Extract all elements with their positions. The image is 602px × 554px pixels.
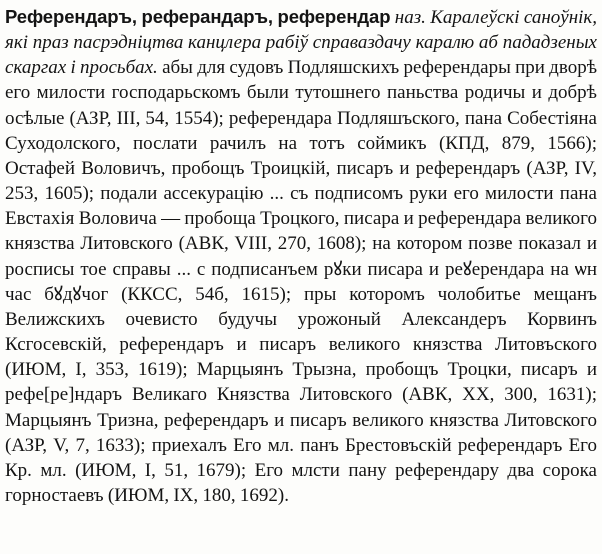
entry-citations: абы для судовъ Подляшскихъ референдары при дворѣ его милости господарьскомъ были тутошнего паньства родичы и добрѣ осѣлые (АЗР, III, 54, 1554); референдара Подляшъского, пана Собестіяна Суходолского, послати рачилъ на тотъ соймикъ (КПД, 879, 1566); Остафей Воловичъ, пробощъ Троицкій, писаръ и референдаръ (АЗР, IV, 253, 1605); подали ассекурацію ... съ подписомъ руки его милости пана Евстахія Воловича — пробоща Троцкого, писара и референдара великого князства Литовского (АВК, VIII, 270, 1608); на котором позве показал и росписы тое справы ... с подписанъем рꙋки писара и реꙋерендара на ѡн час бꙋдꙋчог (ККСС, 54б, 1615); пры которомъ чолобитье мещанъ Велижскихъ очевисто будучы урожоный Александеръ Корвинъ Ксгосевскій, референдаръ и писаръ великого князства Литовъского (ИЮМ, I, 353, 1619); Марцыянъ Трызна, пробощъ Троцки, писаръ и рефе[ре]ндаръ Великаго Князства Литовского (АВК, XX, 300, 1631); Марцыянъ Тризна, референдаръ и писаръ великого князства Литовского (АЗР, V, 7, 1633); приехалъ Его мл. панъ Брестовъскій референдаръ Его Кр. мл. (ИЮМ, I, 51, 1679); Его млсти пану референдару два сорока горностаевъ (ИЮМ, IX, 180, 1692). [5, 57, 598, 506]
entry-grammar-label: наз. [394, 7, 426, 28]
dictionary-entry [5, 4, 597, 508]
entry-definition: Каралеўскі саноўнік, які праз пасрэдніцтва канцлера рабіў справаздачу каралю аб пададзеных скаргах і просьбах. [5, 7, 598, 79]
entry-headword: Референдаръ, реферандаръ, референдар [5, 6, 391, 27]
top-crop-edge [0, 0, 602, 3]
